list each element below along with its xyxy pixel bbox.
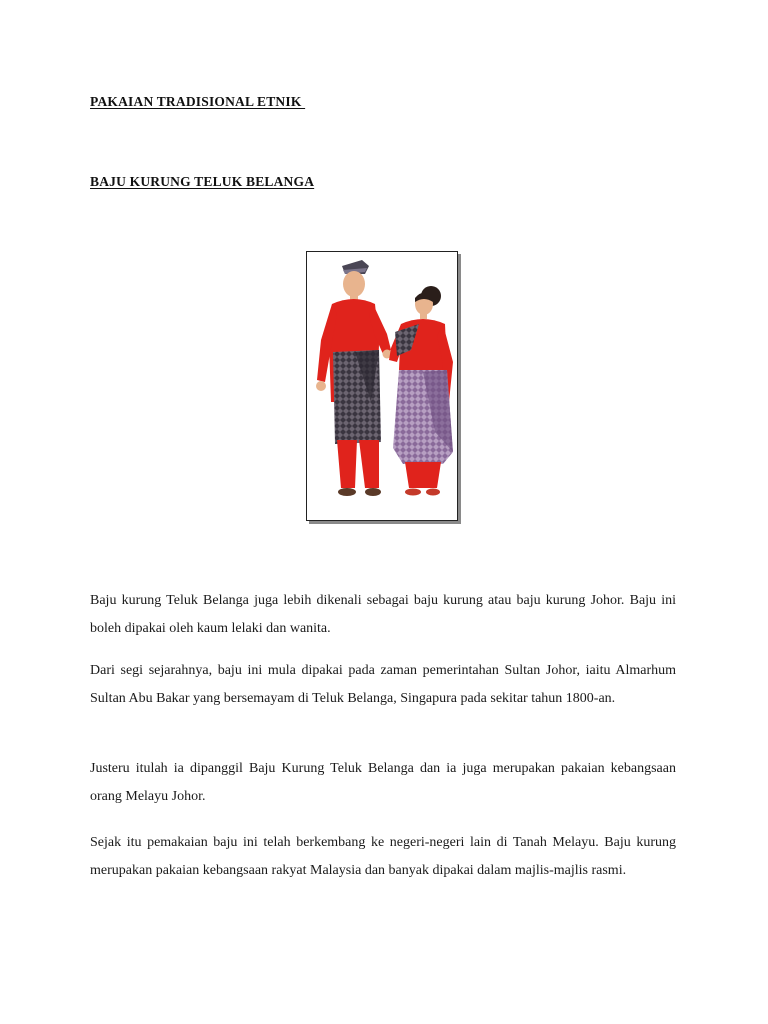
- paragraph-4: Sejak itu pemakaian baju ini telah berkembang ke negeri-negeri lain di Tanah Melayu. Baju kurung merupakan pakaian kebangsaan rakyat Malaysia dan banyak dipakai dalam majlis-majlis rasmi.: [90, 835, 676, 878]
- couple-illustration: [307, 252, 457, 520]
- document-title: PAKAIAN TRADISIONAL ETNIK: [90, 94, 306, 109]
- section-heading: BAJU KURUNG TELUK BELANGA: [90, 174, 315, 189]
- woman-figure: [389, 286, 453, 496]
- paragraph-2: Dari segi sejarahnya, baju ini mula dipakai pada zaman pemerintahan Sultan Johor, iaitu Almarhum Sultan Abu Bakar yang bersemayam di Teluk Belanga, Singapura pada sekitar tahun 1800-an.: [90, 663, 676, 706]
- paragraph-3: Justeru itulah ia dipanggil Baju Kurung Teluk Belanga dan ia juga merupakan pakaian kebangsaan orang Melayu Johor.: [90, 761, 676, 804]
- man-figure: [316, 260, 392, 496]
- paragraph-1: Baju kurung Teluk Belanga juga lebih dikenali sebagai baju kurung atau baju kurung Johor. Baju ini boleh dipakai oleh kaum lelaki dan wanita.: [90, 593, 676, 636]
- baju-kurung-photo: [306, 251, 458, 521]
